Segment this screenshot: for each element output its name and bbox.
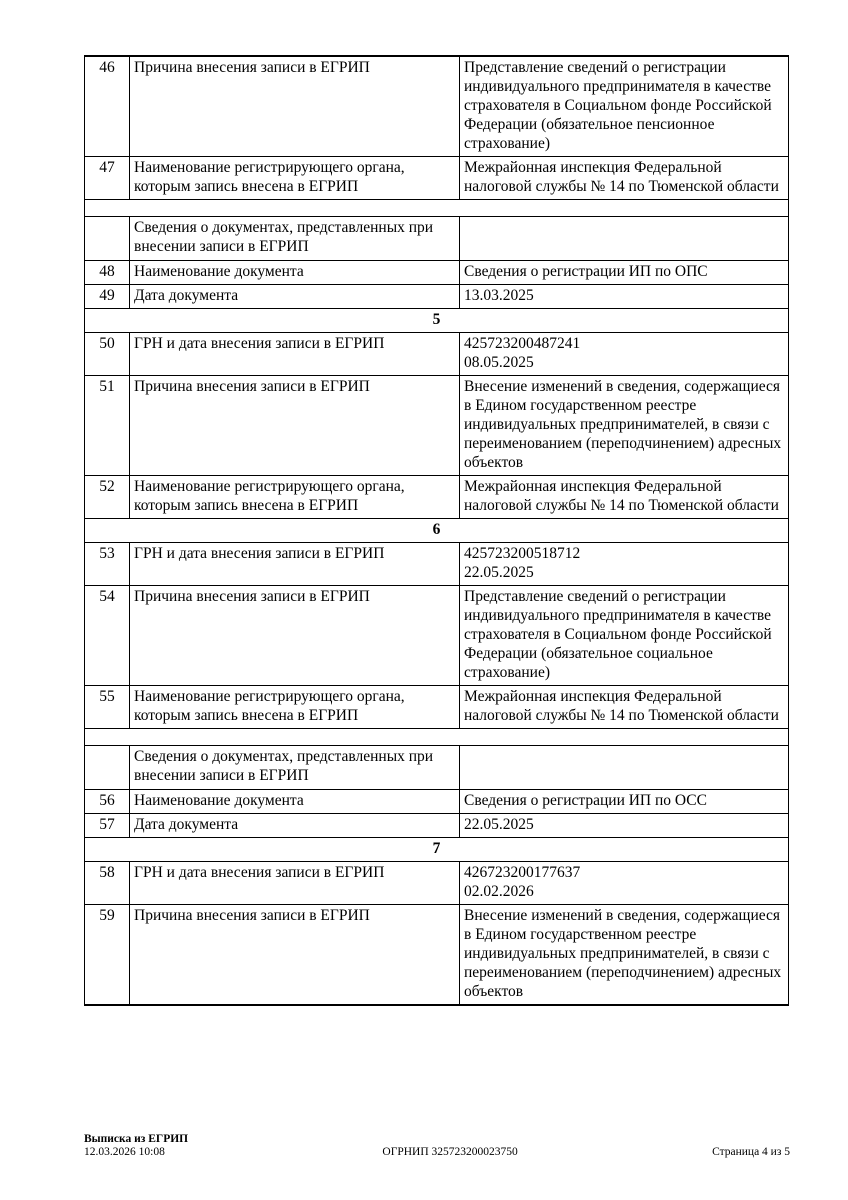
field-value-line: Внесение изменений в сведения, содержащиеся в Едином государственном реестре индивидуальных предпринимателей, в связи с переименованием (переподчинением) адресных объектов bbox=[464, 907, 782, 1000]
section-number-cell: 7 bbox=[85, 838, 789, 862]
field-label-cell: Дата документа bbox=[130, 814, 460, 838]
field-value-line: 425723200487241 bbox=[464, 335, 581, 352]
field-label-cell: Наименование документа bbox=[130, 790, 460, 814]
row-number-cell: 51 bbox=[85, 376, 130, 476]
row-number-cell: 55 bbox=[85, 686, 130, 729]
row-number-cell: 49 bbox=[85, 285, 130, 309]
field-value-cell bbox=[460, 56, 789, 157]
field-value-line: 02.02.2026 bbox=[464, 883, 534, 900]
table-row-53 bbox=[85, 543, 789, 586]
table-row-54 bbox=[85, 586, 789, 686]
table-row-subheader bbox=[85, 217, 789, 261]
field-value-cell bbox=[460, 285, 789, 309]
field-label-cell: Наименование документа bbox=[130, 261, 460, 285]
row-number-cell: 48 bbox=[85, 261, 130, 285]
table-row-55 bbox=[85, 686, 789, 729]
table-row-58 bbox=[85, 862, 789, 905]
field-value-line: 22.05.2025 bbox=[464, 564, 534, 581]
table-row-52 bbox=[85, 476, 789, 519]
field-value-line: 08.05.2025 bbox=[464, 354, 534, 371]
field-value-line: Внесение изменений в сведения, содержащиеся в Едином государственном реестре индивидуальных предпринимателей, в связи с переименованием (переподчинением) адресных объектов bbox=[464, 378, 782, 471]
row-number-cell: 53 bbox=[85, 543, 130, 586]
field-label-cell: ГРН и дата внесения записи в ЕГРИП bbox=[130, 333, 460, 376]
row-number-cell bbox=[85, 217, 130, 261]
footer-timestamp: 12.03.2026 10:08 bbox=[84, 1146, 165, 1158]
footer-doc-title: Выписка из ЕГРИП bbox=[84, 1133, 189, 1145]
table-row-section bbox=[85, 838, 789, 862]
field-value-cell bbox=[460, 790, 789, 814]
table-row-spacer bbox=[85, 729, 789, 746]
field-value-line: 22.05.2025 bbox=[464, 816, 534, 833]
footer-ogrnip: ОГРНИП 325723200023750 bbox=[382, 1146, 518, 1158]
field-value-line: Сведения о регистрации ИП по ОСС bbox=[464, 792, 707, 809]
page-footer bbox=[84, 1133, 790, 1159]
field-label-cell: Причина внесения записи в ЕГРИП bbox=[130, 376, 460, 476]
table-row-section bbox=[85, 309, 789, 333]
table-row-48 bbox=[85, 261, 789, 285]
footer-page-number: Страница 4 из 5 bbox=[712, 1146, 790, 1158]
field-value-cell bbox=[460, 814, 789, 838]
egrip-records-table bbox=[84, 55, 789, 1006]
field-label-cell: Причина внесения записи в ЕГРИП bbox=[130, 905, 460, 1006]
table-row-spacer bbox=[85, 200, 789, 217]
section-number-cell: 6 bbox=[85, 519, 789, 543]
spacer-cell bbox=[85, 729, 789, 746]
row-number-cell: 52 bbox=[85, 476, 130, 519]
field-value-line: Межрайонная инспекция Федеральной налоговой службы № 14 по Тюменской области bbox=[464, 688, 779, 724]
row-number-cell: 54 bbox=[85, 586, 130, 686]
section-number-cell: 5 bbox=[85, 309, 789, 333]
field-value-line: Сведения о регистрации ИП по ОПС bbox=[464, 263, 708, 280]
field-value-cell bbox=[460, 543, 789, 586]
row-number-cell: 50 bbox=[85, 333, 130, 376]
row-number-cell: 56 bbox=[85, 790, 130, 814]
field-label-cell: Причина внесения записи в ЕГРИП bbox=[130, 56, 460, 157]
table-row-51 bbox=[85, 376, 789, 476]
field-value-cell bbox=[460, 333, 789, 376]
table-row-50 bbox=[85, 333, 789, 376]
field-value-cell bbox=[460, 217, 789, 261]
field-value-line: Межрайонная инспекция Федеральной налоговой службы № 14 по Тюменской области bbox=[464, 159, 779, 195]
field-value-line: Представление сведений о регистрации индивидуального предпринимателя в качестве страхователя в Социальном фонде Российской Федерации (обязательное пенсионное страхование) bbox=[464, 59, 772, 152]
field-label-cell: Наименование регистрирующего органа, которым запись внесена в ЕГРИП bbox=[130, 157, 460, 200]
field-value-line: 425723200518712 bbox=[464, 545, 581, 562]
row-number-cell bbox=[85, 746, 130, 790]
field-value-cell bbox=[460, 686, 789, 729]
table-row-49 bbox=[85, 285, 789, 309]
field-label-cell: ГРН и дата внесения записи в ЕГРИП bbox=[130, 543, 460, 586]
field-value-cell bbox=[460, 157, 789, 200]
row-number-cell: 47 bbox=[85, 157, 130, 200]
field-label-cell: Сведения о документах, представленных при внесении записи в ЕГРИП bbox=[130, 746, 460, 790]
field-value-cell bbox=[460, 476, 789, 519]
field-value-cell bbox=[460, 586, 789, 686]
field-value-cell bbox=[460, 905, 789, 1006]
row-number-cell: 57 bbox=[85, 814, 130, 838]
table-row-section bbox=[85, 519, 789, 543]
table-row-47 bbox=[85, 157, 789, 200]
field-value-line: Межрайонная инспекция Федеральной налоговой службы № 14 по Тюменской области bbox=[464, 478, 779, 514]
egrip-records-table-body bbox=[85, 56, 789, 1005]
table-row-46 bbox=[85, 56, 789, 157]
field-value-line: 426723200177637 bbox=[464, 864, 581, 881]
field-value-cell bbox=[460, 261, 789, 285]
row-number-cell: 59 bbox=[85, 905, 130, 1006]
spacer-cell bbox=[85, 200, 789, 217]
table-row-59 bbox=[85, 905, 789, 1006]
table-row-subheader bbox=[85, 746, 789, 790]
field-value-cell bbox=[460, 376, 789, 476]
field-value-cell bbox=[460, 862, 789, 905]
field-label-cell: Причина внесения записи в ЕГРИП bbox=[130, 586, 460, 686]
field-label-cell: Сведения о документах, представленных при внесении записи в ЕГРИП bbox=[130, 217, 460, 261]
field-value-cell bbox=[460, 746, 789, 790]
footer-doc-info bbox=[84, 1133, 188, 1159]
row-number-cell: 46 bbox=[85, 56, 130, 157]
table-row-57 bbox=[85, 814, 789, 838]
row-number-cell: 58 bbox=[85, 862, 130, 905]
field-label-cell: ГРН и дата внесения записи в ЕГРИП bbox=[130, 862, 460, 905]
field-value-line: Представление сведений о регистрации индивидуального предпринимателя в качестве страхователя в Социальном фонде Российской Федерации (обязательное социальное страхование) bbox=[464, 588, 772, 681]
field-label-cell: Дата документа bbox=[130, 285, 460, 309]
field-value-line: 13.03.2025 bbox=[464, 287, 534, 304]
field-label-cell: Наименование регистрирующего органа, которым запись внесена в ЕГРИП bbox=[130, 476, 460, 519]
field-label-cell: Наименование регистрирующего органа, которым запись внесена в ЕГРИП bbox=[130, 686, 460, 729]
table-row-56 bbox=[85, 790, 789, 814]
